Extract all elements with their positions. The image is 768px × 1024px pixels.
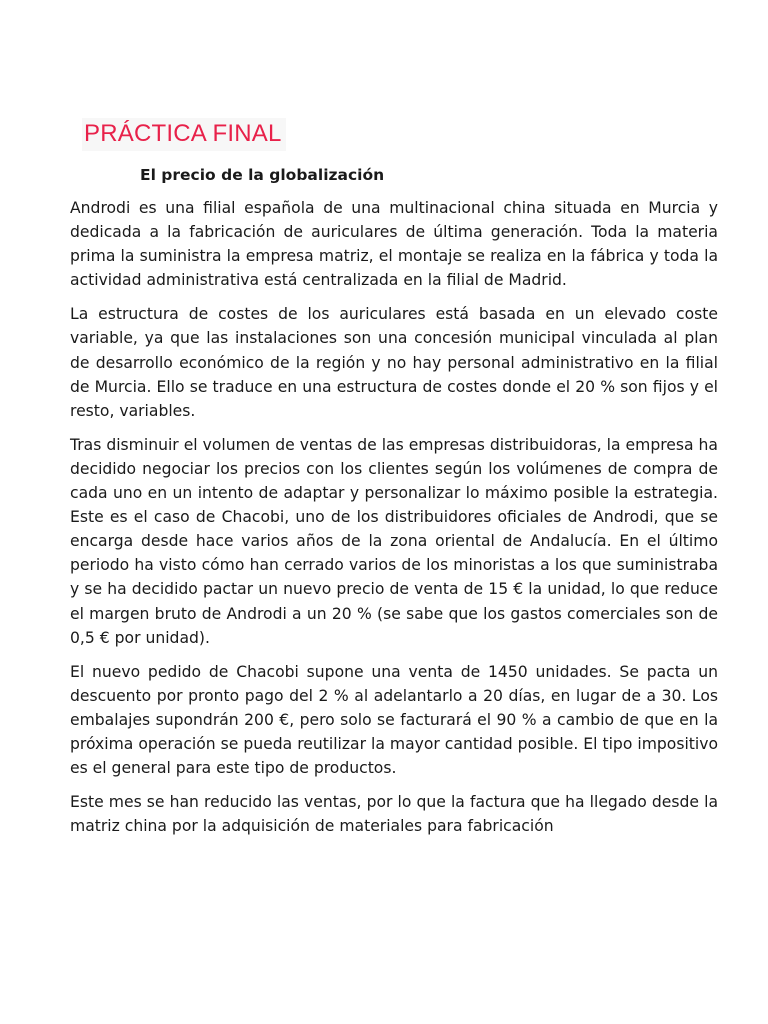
paragraph-negotiation: Tras disminuir el volumen de ventas de las empresas distribuidoras, la empresa ha decidido negociar los precios con los clientes según los volúmenes de compra de cada uno en un intento de adaptar y personalizar lo máximo posible la estrategia. Este es el caso de Chacobi, uno de los distribuidores oficiales de Androdi, que se encarga desde hace varios años de la zona oriental de Andalucía. En el último periodo ha visto cómo han cerrado varios de los minoristas a los que suministraba y se ha decidido pactar un nuevo precio de venta de 15 € la unidad, lo que reduce el margen bruto de Androdi a un 20 % (se sabe que los gastos comerciales son de 0,5 € por unidad).: [70, 435, 718, 647]
document-body: [70, 196, 718, 848]
document-subtitle: El precio de la globalización: [140, 166, 385, 184]
document-title: PRÁCTICA FINAL: [82, 118, 286, 151]
paragraph-intro: Androdi es una filial española de una multinacional china situada en Murcia y dedicada a la fabricación de auriculares de última generación. Toda la materia prima la suministra la empresa matriz, el montaje se realiza en la fábrica y toda la actividad administrativa está centralizada en la filial de Madrid.: [70, 199, 718, 290]
paragraph-cost-structure: La estructura de costes de los auriculares está basada en un elevado coste variable, ya que las instalaciones son una concesión municipal vinculada al plan de desarrollo económico de la región y no hay personal administrativo en la filial de Murcia. Ello se traduce en una estructura de costes donde el 20 % son fijos y el resto, variables.: [70, 305, 718, 420]
paragraph-invoice: Este mes se han reducido las ventas, por lo que la factura que ha llegado desde la matriz china por la adquisición de materiales para fabricación: [70, 793, 718, 836]
paragraph-order: El nuevo pedido de Chacobi supone una venta de 1450 unidades. Se pacta un descuento por pronto pago del 2 % al adelantarlo a 20 días, en lugar de a 30. Los embalajes supondrán 200 €, pero solo se facturará el 90 % a cambio de que en la próxima operación se pueda reutilizar la mayor cantidad posible. El tipo impositivo es el general para este tipo de productos.: [70, 662, 718, 778]
